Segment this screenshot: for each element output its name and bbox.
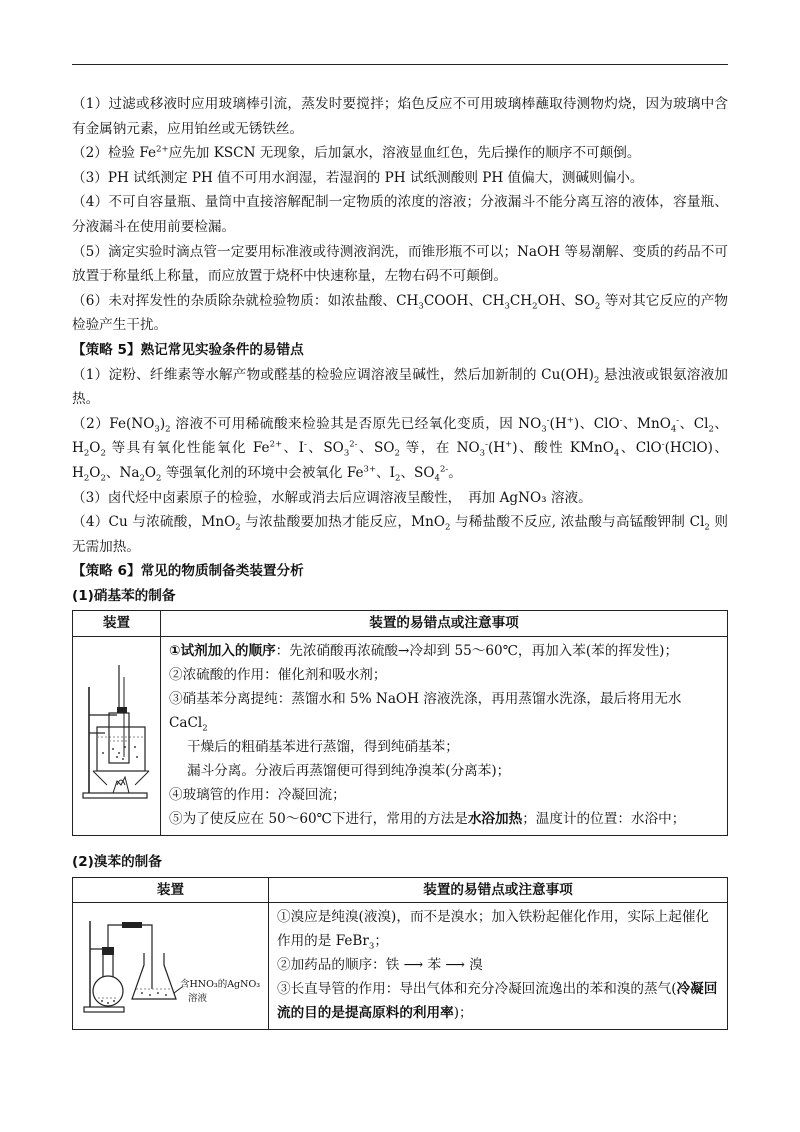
nitro-note-1: ①试剂加入的顺序：先浓硝酸再浓硫酸→冷却到 55～60℃，再加入苯(苯的挥发性)； <box>169 643 679 660</box>
strategy-5-item-4: （4）Cu 与浓硫酸，MnO$_2$ 与浓盐酸要加热才能反应，MnO$_2$ 与稀盐酸不反应, 浓盐酸与高锰酸钾制 $Cl_2$ 则无需加热。 <box>72 514 728 555</box>
note-4: （4）不可自容量瓶、量筒中直接溶解配制一定物质的浓度的溶液；分液漏斗不能分离互溶的液体，容量瓶、分液漏斗在使用前要检漏。 <box>72 194 728 235</box>
bromobenzene-table <box>72 877 728 1031</box>
table-header-row <box>73 611 728 637</box>
nitro-note-3-cont: 干燥后的粗硝基苯进行蒸馏，得到纯硝基苯； <box>187 739 459 756</box>
note-5: （5）滴定实验时滴点管一定要用标准液或待测液润洗，而锥形瓶不可以；NaOH 等易潮解、变质的药品不可放置于称量纸上称量，而应放置于烧杯中快速称量，左物右码不可颠倒。 <box>72 243 728 285</box>
note-1: （1）过滤或移液时应用玻璃棒引流，蒸发时要搅拌；焰色反应不可用玻璃棒蘸取待测物灼烧，因为玻璃中含有金属钠元素，应用铂丝或无锈铁丝。 <box>72 96 728 137</box>
arrow-icon: ⟶ <box>441 957 470 974</box>
bromobenzene-notes-cell <box>269 903 728 1030</box>
apparatus-label-solution: 含HNO₃的AgNO₃ <box>179 979 260 991</box>
bromobenzene-title: (2)溴苯的制备 <box>72 854 162 871</box>
nitro-note-3: ③硝基苯分离提纯：蒸馏水和 5% NaOH 溶液洗涤，再用蒸馏水洗涤，最后将用无水 CaCl$_2$ <box>169 691 682 734</box>
bromobenzene-apparatus-illustration <box>76 903 266 1021</box>
bromo-note-1: ①溴应是纯溴(液溴)，而不是溴水；加入铁粉起催化作用，实际上起催化作用的是 FeBr$_3$； <box>277 909 710 952</box>
note-2: （2）检验 $Fe^{2+}$应先加 KSCN 无现象，后加氯水，溶液显血红色，先后操作的顺序不可颠倒。 <box>72 144 641 162</box>
nitrobenzene-notes-cell <box>161 637 728 836</box>
bromo-note-2: ②加药品的顺序：铁 ⟶ 苯 ⟶ 溴 <box>277 957 483 974</box>
strategy-6-title: 【策略 6】常见的物质制备类装置分析 <box>72 563 304 580</box>
strategy-5-item-3: （3）卤代烃中卤素原子的检验，水解或消去后应调溶液呈酸性， 再加 AgNO₃ 溶液。 <box>72 489 592 506</box>
bromo-note-3: ③长直导管的作用：导出气体和充分冷凝回流逸出的苯和溴的蒸气(冷凝回流的目的是提高原料的利用率)； <box>277 981 718 1022</box>
nitro-note-5: ⑤为了使反应在 50～60℃下进行，常用的方法是水浴加热；温度计的位置：水浴中； <box>169 811 686 828</box>
table-row <box>73 903 728 1030</box>
note-6: （6）未对挥发性的杂质除杂就检验物质：如浓盐酸、$CH_3COOH$、$CH_3CH_2OH$、$SO_2$ 等对其它反应的产物检验产生干扰。 <box>72 292 729 334</box>
nitrobenzene-title: (1)硝基苯的制备 <box>72 587 176 604</box>
column-header-apparatus: 装置 <box>73 877 269 903</box>
column-header-notes: 装置的易错点或注意事项 <box>161 611 728 637</box>
strategy-5-title: 【策略 5】熟记常见实验条件的易错点 <box>72 341 304 358</box>
column-header-notes: 装置的易错点或注意事项 <box>269 877 728 903</box>
table-header-row <box>73 877 728 903</box>
nitrobenzene-table <box>72 610 728 836</box>
nitrobenzene-apparatus-illustration <box>77 657 157 807</box>
arrow-icon: ⟶ <box>399 957 428 974</box>
note-3: （3）PH 试纸测定 PH 值不可用水润湿，若湿润的 PH 试纸测酸则 PH 值偏大，测碱则偏小。 <box>72 169 644 186</box>
nitrobenzene-apparatus-cell <box>73 637 161 836</box>
document-body <box>72 92 728 1030</box>
table-row <box>73 637 728 836</box>
header-rule <box>72 64 728 65</box>
column-header-apparatus: 装置 <box>73 611 161 637</box>
strategy-5-item-2: $(2)Fe(NO_3)_2$ 溶液不可用稀硫酸来检验其是否原先已经氧化变质，因 $NO_3^-(H^+)$、ClO-、MnO$_4$-、$Cl_2$、$H_2O_2$ 等具有氧化性能氧化 $Fe^{2+}$、I-、$SO_3^{2-}$、$SO_2$ 等，在 $NO_3^-(H^+)$、酸性 KMnO$_4$、ClO-(HClO)、$H_2O_2$、$Na_2O_2$ 等强氧化剂的环境中会被氧化 $Fe^{3+}$、$I_2$、$SO_4^{2-}$。 <box>72 415 729 484</box>
nitro-note-4: ④玻璃管的作用：冷凝回流； <box>169 787 346 804</box>
nitro-note-2: ②浓硫酸的作用：催化剂和吸水剂； <box>169 667 387 684</box>
apparatus-label-solution-2: 溶液 <box>187 993 207 1005</box>
bromobenzene-apparatus-cell <box>73 903 269 1030</box>
strategy-5-item-1: （1）淀粉、纤维素等水解产物或醛基的检验应调溶液呈碱性，然后加新制的 $Cu(OH)_2$ 悬浊液或银氨溶液加热。 <box>72 366 728 408</box>
nitro-note-3-cont2: 漏斗分离。分液后再蒸馏便可得到纯净溴苯(分离苯)； <box>187 763 511 780</box>
